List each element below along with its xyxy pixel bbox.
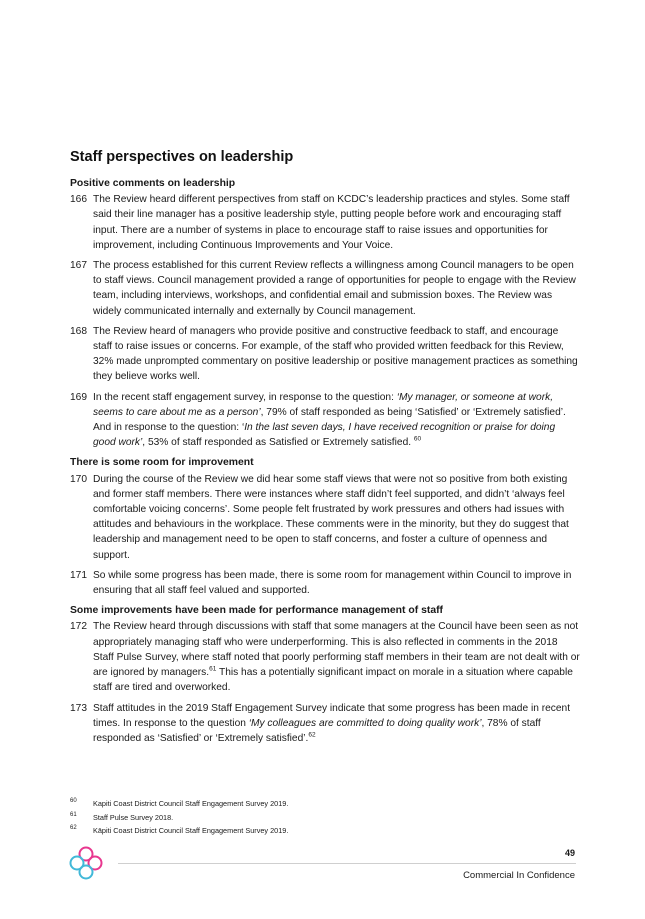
- footnote-number: 61: [70, 811, 77, 818]
- paragraph-number: 170: [70, 473, 87, 485]
- numbered-paragraph: [70, 568, 580, 598]
- text-run: , 53% of staff responded as Satisfied or Extremely satisfied.: [142, 437, 412, 449]
- footnote-text: Staff Pulse Survey 2018.: [93, 812, 174, 822]
- footer-divider: [118, 863, 576, 864]
- numbered-paragraph: [70, 324, 580, 385]
- paragraph-text: The process established for this current Review reflects a willingness among Council managers to be open to staff views. Council management provided a range of opportunities for people to engage with the Review team, including interviews, workshops, and confidential email and submission boxes. The Review was widely communicated internally and externally by Council management.: [93, 260, 576, 317]
- footnote-number: 60: [70, 798, 77, 804]
- text-run: , 79% of staff responded as being ‘Satisfied’ or ‘Extremely satisfied’. And in response to the question: ‘: [93, 406, 566, 434]
- paragraph-text: The Review heard different perspectives from staff on KCDC’s leadership practices and styles. Some staff said their line manager has a positive leadership style, putting people before work and encouraging staff input. There are a number of systems in place to encourage staff to raise issues and opportunities for improvement, including Continuous Improvements and Your Voice.: [93, 194, 570, 251]
- footnote-ref[interactable]: 62: [308, 731, 316, 739]
- paragraph-text: The Review heard of managers who provide positive and constructive feedback to staff, and encourage staff to raise issues or concerns. For example, of the staff who provided written feedback for this Review, 32% made unprompted commentary on positive leadership or positive management practices as something they believe works well.: [93, 325, 578, 383]
- paragraph-number: 166: [70, 194, 87, 206]
- footnote-text: Kapiti Coast District Council Staff Engagement Survey 2019.: [93, 799, 289, 808]
- footnote: [70, 797, 580, 811]
- footnote-text: Kāpiti Coast District Council Staff Engagement Survey 2019.: [93, 826, 289, 835]
- paragraph-text: [93, 701, 580, 747]
- footnote-number: 62: [70, 825, 77, 831]
- confidentiality-label: Commercial In Confidence: [463, 870, 575, 881]
- footnote-ref[interactable]: 61: [209, 665, 217, 673]
- text-run: In the recent staff engagement survey, in response to the question:: [93, 391, 397, 403]
- survey-question-quote: ‘My manager, or someone at work, seems to care about me as a person’: [93, 391, 554, 418]
- numbered-paragraph: [70, 390, 580, 451]
- paragraph-number: 168: [70, 325, 87, 337]
- footnote: [70, 824, 580, 838]
- footnote-ref[interactable]: 60: [413, 435, 422, 443]
- paragraph-number: 172: [70, 621, 87, 633]
- text-run: Staff attitudes in the 2019 Staff Engagement Survey indicate that some progress has been made in recent times. In response to the question: [93, 702, 571, 729]
- paragraph-text: During the course of the Review we did hear some staff views that were not so positive from both existing and former staff members. There were instances where staff didn’t feel supported, and didn’t ‘always feel comfortable voicing concerns’. Some people felt frustrated by work pressures and others had issues with attitudes and behaviours in the workplace. These comments were in the minority, but they do suggest that leadership and management need to be open to staff concerns, and foster a culture of openness and support.: [93, 473, 569, 561]
- numbered-paragraph: [70, 701, 580, 747]
- text-run: , 78% of staff responded as ‘Satisfied’ or ‘Extremely satisfied’.: [93, 717, 541, 744]
- logo-ring-bottom: [80, 866, 93, 879]
- footnotes: [70, 797, 580, 838]
- page-number: 49: [564, 848, 575, 858]
- paragraph-text: [93, 390, 580, 451]
- paragraph-number: 169: [70, 391, 87, 403]
- numbered-paragraph: [70, 258, 580, 319]
- four-ring-logo-icon: [68, 845, 104, 881]
- subsection-heading: Some improvements have been made for performance management of staff: [70, 605, 444, 617]
- paragraph-number: 167: [70, 260, 87, 272]
- subsection-heading: Positive comments on leadership: [70, 178, 236, 189]
- section-title: Staff perspectives on leadership: [70, 149, 294, 165]
- survey-question-quote: ‘My colleagues are committed to doing quality work’: [248, 717, 482, 729]
- subsection-heading: There is some room for improvement: [70, 457, 254, 469]
- paragraph-text: [93, 619, 580, 695]
- numbered-paragraph: [70, 472, 580, 563]
- numbered-paragraph: [70, 619, 580, 695]
- body-content: [70, 176, 580, 751]
- numbered-paragraph: [70, 192, 580, 253]
- text-run: The Review heard through discussions with staff that some managers at the Council have been seen as not appropriately managing staff who were underperforming. This is also reflected in comments in the 2018 Staff Pulse Survey, where staff noted that poorly performing staff members in their team are not dealt with or are ignored by managers.: [93, 621, 580, 679]
- paragraph-text: So while some progress has been made, there is some room for management within Council to improve in ensuring that all staff feel valued and supported.: [93, 569, 572, 597]
- paragraph-number: 173: [70, 702, 87, 714]
- paragraph-number: 171: [70, 569, 87, 581]
- survey-question-quote: In the last seven days, I have received recognition or praise for doing good work’: [93, 422, 556, 449]
- footnote: [70, 811, 580, 825]
- text-run: This has a potentially significant impact on morale in a situation where capable staff are tired and overworked.: [93, 667, 573, 694]
